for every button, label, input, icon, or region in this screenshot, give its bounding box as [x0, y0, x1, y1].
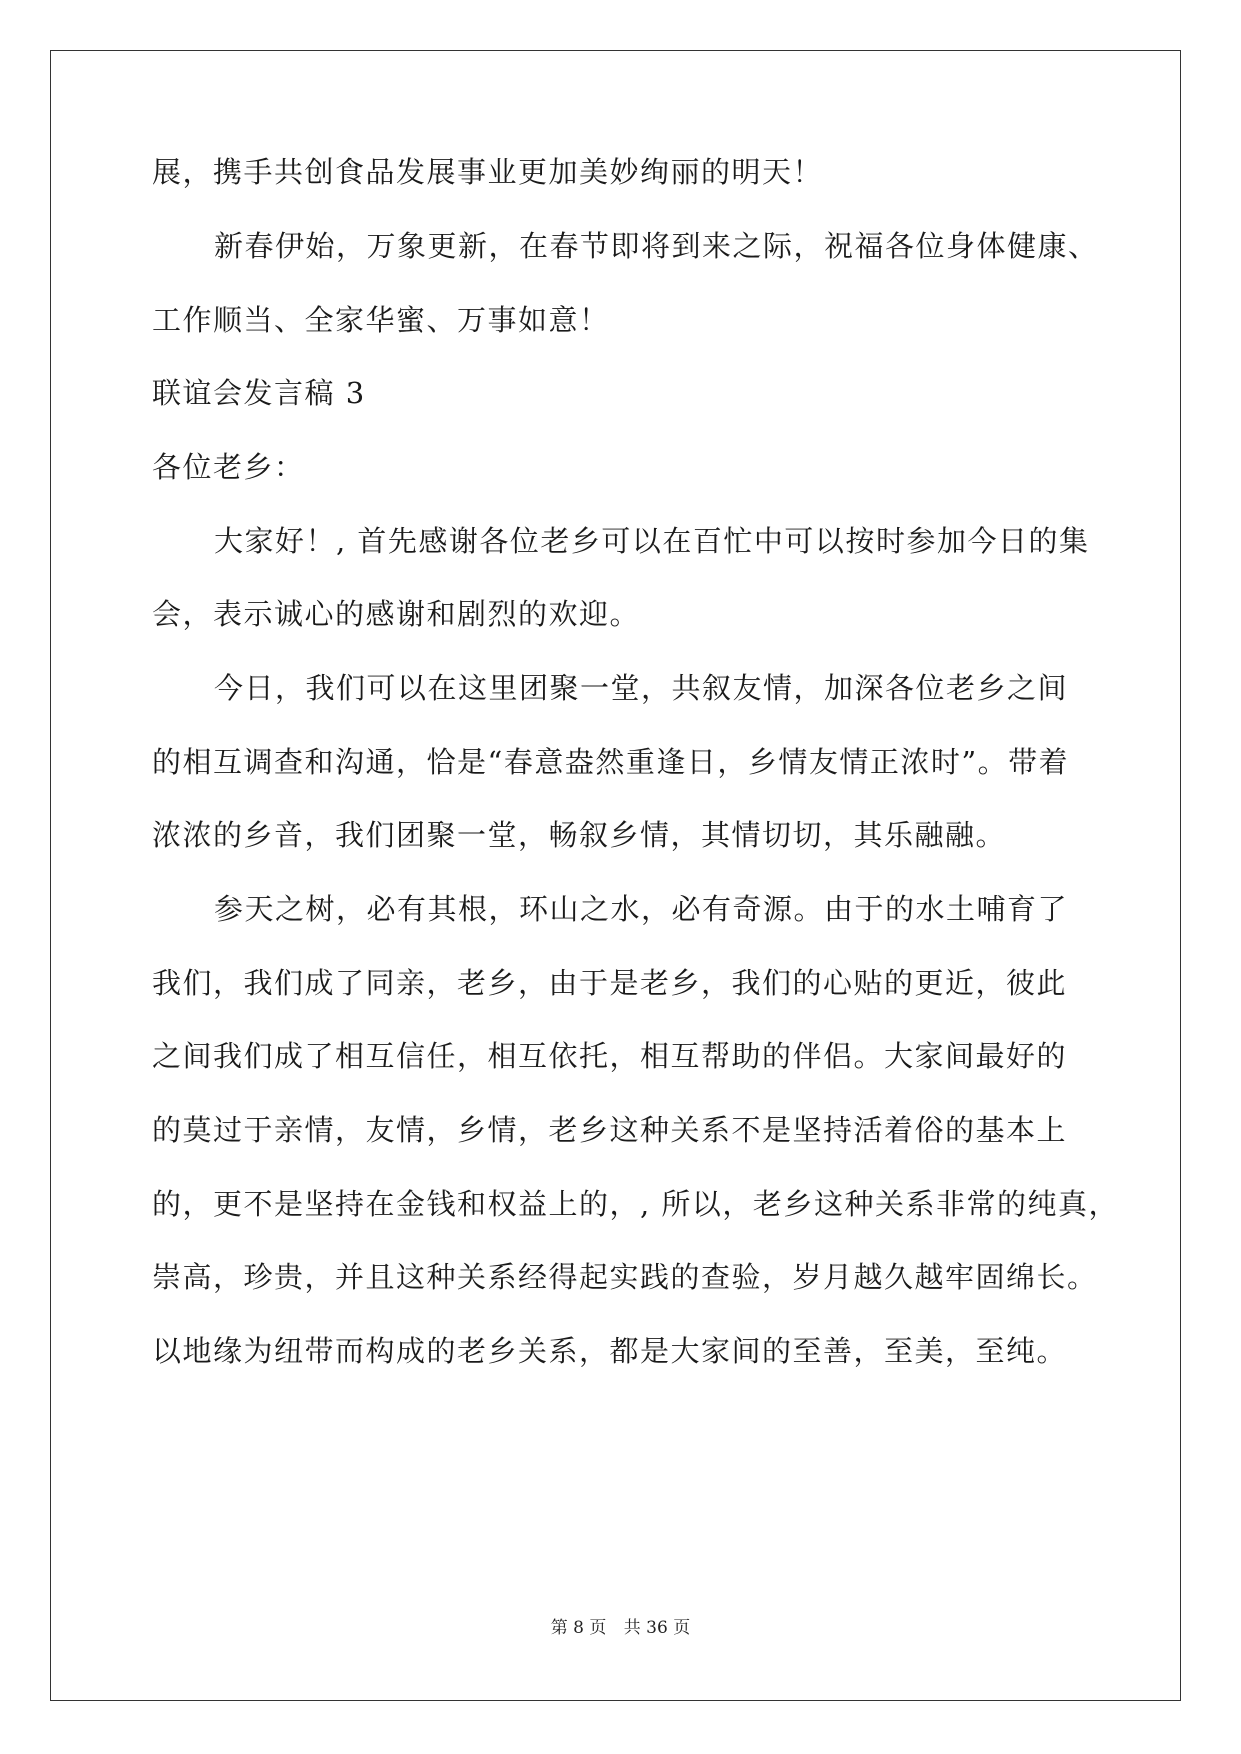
text-line: 展，携手共创食品发展事业更加美妙绚丽的明天！ [152, 155, 824, 189]
section-heading: 联谊会发言稿 3 [152, 376, 366, 410]
page-number: 第 8 页 [550, 1618, 607, 1638]
paragraph-start: 参天之树，必有其根，环山之水，必有奇源。由于的水土哺育了 [214, 892, 1069, 926]
text-line: 我们，我们成了同亲，老乡，由于是老乡，我们的心贴的更近，彼此 [152, 966, 1068, 1000]
page-border [50, 50, 1181, 1701]
page-footer [0, 1613, 1241, 1638]
text-line: 以地缘为纽带而构成的老乡关系，都是大家间的至善，至美，至纯。 [152, 1334, 1068, 1368]
text-line: 的莫过于亲情，友情，乡情，老乡这种关系不是坚持活着俗的基本上 [152, 1113, 1068, 1147]
text-line: 浓浓的乡音，我们团聚一堂，畅叙乡情，其情切切，其乐融融。 [152, 818, 1007, 852]
text-line: 的，更不是坚持在金钱和权益上的，, 所以，老乡这种关系非常的纯真， [152, 1187, 1119, 1221]
text-line: 会，表示诚心的感谢和剧烈的欢迎。 [152, 597, 641, 631]
text-line: 的相互调查和沟通，恰是“春意盎然重逢日，乡情友情正浓时”。带着 [152, 745, 1070, 779]
paragraph-start: 新春伊始，万象更新，在春节即将到来之际，祝福各位身体健康、 [214, 229, 1099, 263]
paragraph-start: 大家好！, 首先感谢各位老乡可以在百忙中可以按时参加今日的集 [214, 524, 1090, 558]
page-total: 共 36 页 [623, 1618, 691, 1638]
text-line: 工作顺当、全家华蜜、万事如意！ [152, 303, 610, 337]
text-line: 之间我们成了相互信任，相互依托，相互帮助的伴侣。大家间最好的 [152, 1039, 1068, 1073]
paragraph-start: 今日，我们可以在这里团聚一堂，共叙友情，加深各位老乡之间 [214, 671, 1069, 705]
salutation: 各位老乡： [152, 450, 305, 484]
text-line: 崇高，珍贵，并且这种关系经得起实践的查验，岁月越久越牢固绵长。 [152, 1260, 1098, 1294]
